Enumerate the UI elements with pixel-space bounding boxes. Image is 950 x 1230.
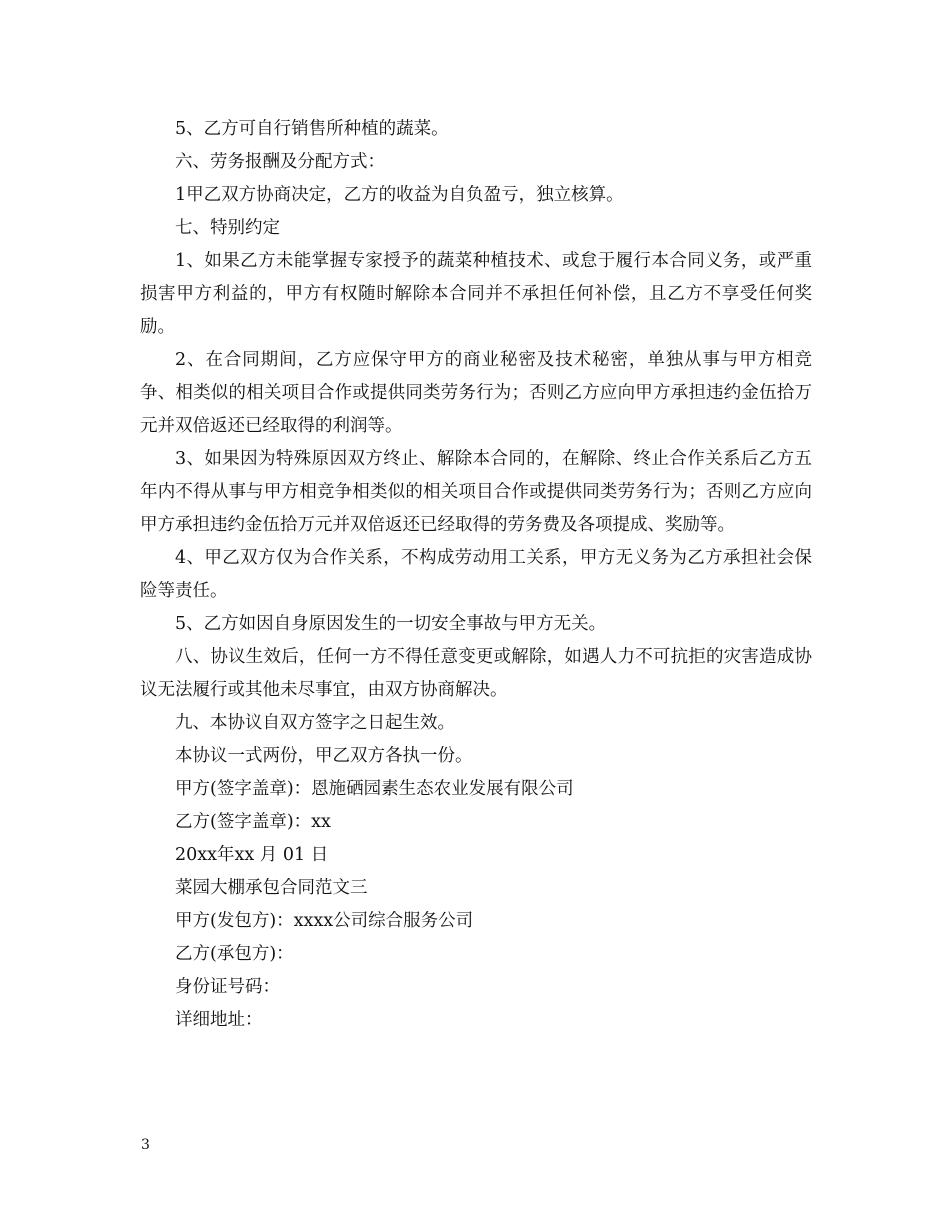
paragraph-section-7-item-5: 5、乙方如因自身原因发生的一切安全事故与甲方无关。 (175, 614, 607, 634)
document-body (140, 113, 812, 1037)
address-field: 详细地址： (175, 1010, 263, 1030)
paragraph-section-7-item-4: 4、甲乙双方仅为合作关系，不构成劳动用工关系，甲方无义务为乙方承担社会保险等责任。 (140, 548, 812, 601)
paragraph-section-7-item-1: 1、如果乙方未能掌握专家授予的蔬菜种植技术、或怠于履行本合同义务，或严重损害甲方利益的，甲方有权随时解除本合同并不承担任何补偿，且乙方不享受任何奖励。 (140, 251, 812, 337)
signature-date: 20xx年xx 月 01 日 (175, 845, 329, 865)
paragraph-section-7-item-2: 2、在合同期间，乙方应保守甲方的商业秘密及技术秘密，单独从事与甲方相竞争、相类似的相关项目合作或提供同类劳务行为；否则乙方应向甲方承担违约金伍拾万元并双倍返还已经取得的利润等。 (140, 350, 812, 436)
heading-section-6: 六、劳务报酬及分配方式： (175, 152, 385, 172)
signature-party-b: 乙方(签字盖章)：xx (175, 812, 331, 832)
heading-section-7: 七、特别约定 (175, 218, 280, 238)
page-number: 3 (141, 1137, 150, 1153)
paragraph-clause-5-sales: 5、乙方可自行销售所种植的蔬菜。 (175, 119, 449, 139)
contract-title-three: 菜园大棚承包合同范文三 (175, 878, 368, 898)
paragraph-copies: 本协议一式两份，甲乙双方各执一份。 (175, 746, 473, 766)
party-a-contractor: 甲方(发包方)：xxxx公司综合服务公司 (175, 911, 474, 931)
id-number-field: 身份证号码： (175, 977, 280, 997)
paragraph-section-9: 九、本协议自双方签字之日起生效。 (175, 713, 455, 733)
paragraph-section-7-item-3: 3、如果因为特殊原因双方终止、解除本合同的，在解除、终止合作关系后乙方五年内不得从事与甲方相竞争相类似的相关项目合作或提供同类劳务行为；否则乙方应向甲方承担违约金伍拾万元并双倍返还已经取得的劳务费及各项提成、奖励等。 (140, 449, 812, 535)
signature-party-a: 甲方(签字盖章)：恩施硒园素生态农业发展有限公司 (175, 779, 574, 799)
paragraph-section-8: 八、协议生效后，任何一方不得任意变更或解除，如遇人力不可抗拒的灾害造成协议无法履行或其他未尽事宜，由双方协商解决。 (140, 647, 812, 700)
paragraph-section-6-item-1: 1甲乙双方协商决定，乙方的收益为自负盈亏，独立核算。 (175, 185, 624, 205)
party-b-contractee: 乙方(承包方)： (175, 944, 294, 964)
